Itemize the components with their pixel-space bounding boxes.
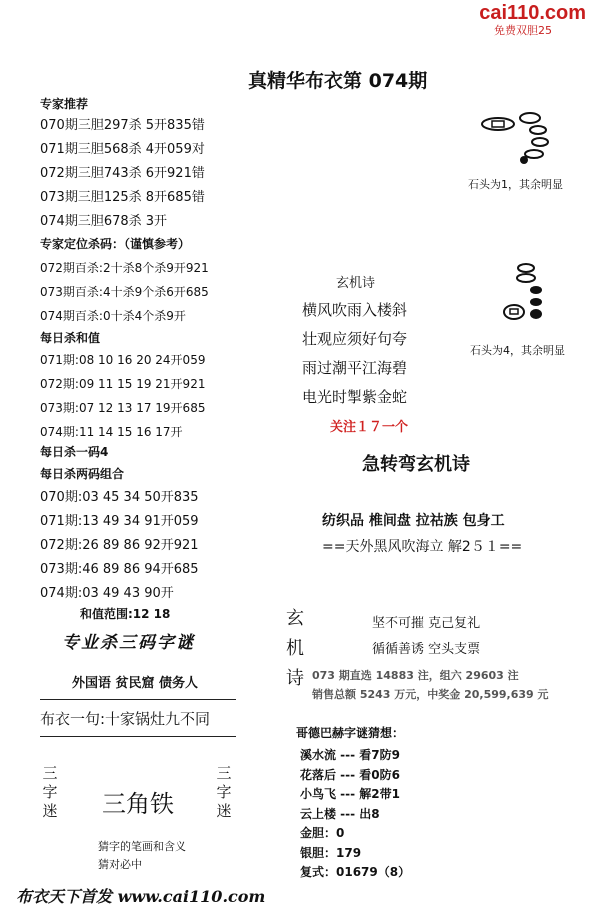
position-kill-heading: 专家定位杀码：（谨慎参考） <box>40 237 191 251</box>
list-item: 072期:09 11 15 19 21开921 <box>40 377 206 391</box>
buyi-line: 布衣一句:十家锅灶九不同 <box>40 710 211 728</box>
list-item: 074期三胆678杀 3开 <box>40 214 168 229</box>
sum-range: 和值范围:12 18 <box>80 607 171 621</box>
list-item: 小鸟飞 --- 解2带1 <box>300 787 400 801</box>
godbach-heading: 哥德巴赫字谜猜想： <box>296 726 405 740</box>
list-item: 金胆：0 <box>300 826 345 840</box>
poem-line: 电光时掣紫金蛇 <box>302 388 408 406</box>
list-item: 072期百杀:2十杀8个杀9开921 <box>40 261 209 275</box>
stone-pictogram-2 <box>500 260 560 328</box>
list-item: 银胆：179 <box>300 845 362 860</box>
list-item: 074期:11 14 15 16 17开 <box>40 425 183 439</box>
three-char-hint: 猜对必中 <box>98 858 142 871</box>
three-char-label-right: 三字迷 <box>216 764 232 820</box>
vertical-char: 诗 <box>286 668 304 689</box>
sum-kill-heading: 每日杀和值 <box>40 331 101 345</box>
xuanji-side-line: 坚不可摧 克己复礼 <box>372 616 481 631</box>
turn-answer: ==天外黑风吹海立 解2５１== <box>322 539 523 555</box>
list-item: 074期百杀:0十杀4个杀9开 <box>40 309 186 323</box>
riddle-title: 专业杀三码字谜 <box>62 633 195 653</box>
expert-list <box>40 114 205 234</box>
list-item: 溪水流 --- 看7防9 <box>300 748 400 762</box>
poem-line: 壮观应须好句夸 <box>302 330 408 348</box>
list-item: 070期:03 45 34 50开835 <box>40 490 199 505</box>
footer-text: 布衣天下首发 www.cai110.com <box>16 887 266 906</box>
sales-line: 销售总额 5243 万元，中奖金 20,599,639 元 <box>312 688 549 701</box>
kill-one-code: 每日杀一码4 <box>40 445 109 459</box>
three-char-label-left: 三字迷 <box>42 764 58 820</box>
xuanji-poem-lines <box>302 296 407 412</box>
list-item: 073期百杀:4十杀9个杀6开685 <box>40 285 209 299</box>
godbach-list <box>300 746 410 883</box>
riddle-words: 外国语 贫民窟 债务人 <box>72 676 199 691</box>
list-item: 072期:26 89 86 92开921 <box>40 538 199 553</box>
sales-line: 073 期直选 14883 注，组六 29603 注 <box>312 669 519 682</box>
brand-subtitle: 免费双胆25 <box>494 24 552 37</box>
stone1-caption: 石头为1，其余明显 <box>468 178 563 191</box>
vertical-char: 玄 <box>286 608 304 629</box>
two-combo-list <box>40 486 199 606</box>
list-item: 073期三胆125杀 8开685错 <box>40 190 205 205</box>
stone2-caption: 石头为4，其余明显 <box>470 344 565 357</box>
list-item: 074期:03 49 43 90开 <box>40 586 174 601</box>
list-item: 071期:13 49 34 91开059 <box>40 514 199 529</box>
poem-line: 横风吹雨入楼斜 <box>302 301 408 319</box>
list-item: 072期三胆743杀 6开921错 <box>40 166 205 181</box>
sum-kill-list <box>40 348 205 444</box>
stone-pictogram-1 <box>478 108 568 168</box>
three-char-main: 三角铁 <box>102 790 174 818</box>
list-item: 073期:46 89 86 94开685 <box>40 562 199 577</box>
vertical-char: 机 <box>286 638 304 659</box>
list-item: 070期三胆297杀 5开835错 <box>40 118 205 133</box>
brand-logo-text: cai110.com <box>479 2 586 24</box>
three-char-hint: 猜字的笔画和含义 <box>98 840 186 853</box>
list-item: 071期三胆568杀 4开059对 <box>40 142 205 157</box>
turn-words: 纺织品 椎间盘 拉祜族 包身工 <box>322 513 505 529</box>
divider <box>40 736 236 737</box>
divider <box>40 699 236 700</box>
list-item: 073期:07 12 13 17 19开685 <box>40 401 206 415</box>
turn-title: 急转弯玄机诗 <box>362 454 470 475</box>
list-item: 复式：01679（8） <box>300 865 411 879</box>
xuanji-side-chars <box>286 604 304 694</box>
list-item: 花落后 --- 看0防6 <box>300 767 400 782</box>
expert-heading: 专家推荐 <box>40 97 89 111</box>
two-combo-heading: 每日杀两码组合 <box>40 467 125 481</box>
xuanji-side-line: 循循善诱 空头支票 <box>372 642 481 657</box>
list-item: 云上楼 --- 出8 <box>300 806 380 821</box>
page-title: 真精华布衣第 074期 <box>248 70 428 92</box>
position-kill-list <box>40 256 209 328</box>
poem-line: 雨过潮平江海碧 <box>302 359 408 377</box>
xuanji-poem-heading: 玄机诗 <box>336 276 376 291</box>
list-item: 071期:08 10 16 20 24开059 <box>40 353 206 367</box>
focus-note: 关注１７一个 <box>330 420 409 435</box>
